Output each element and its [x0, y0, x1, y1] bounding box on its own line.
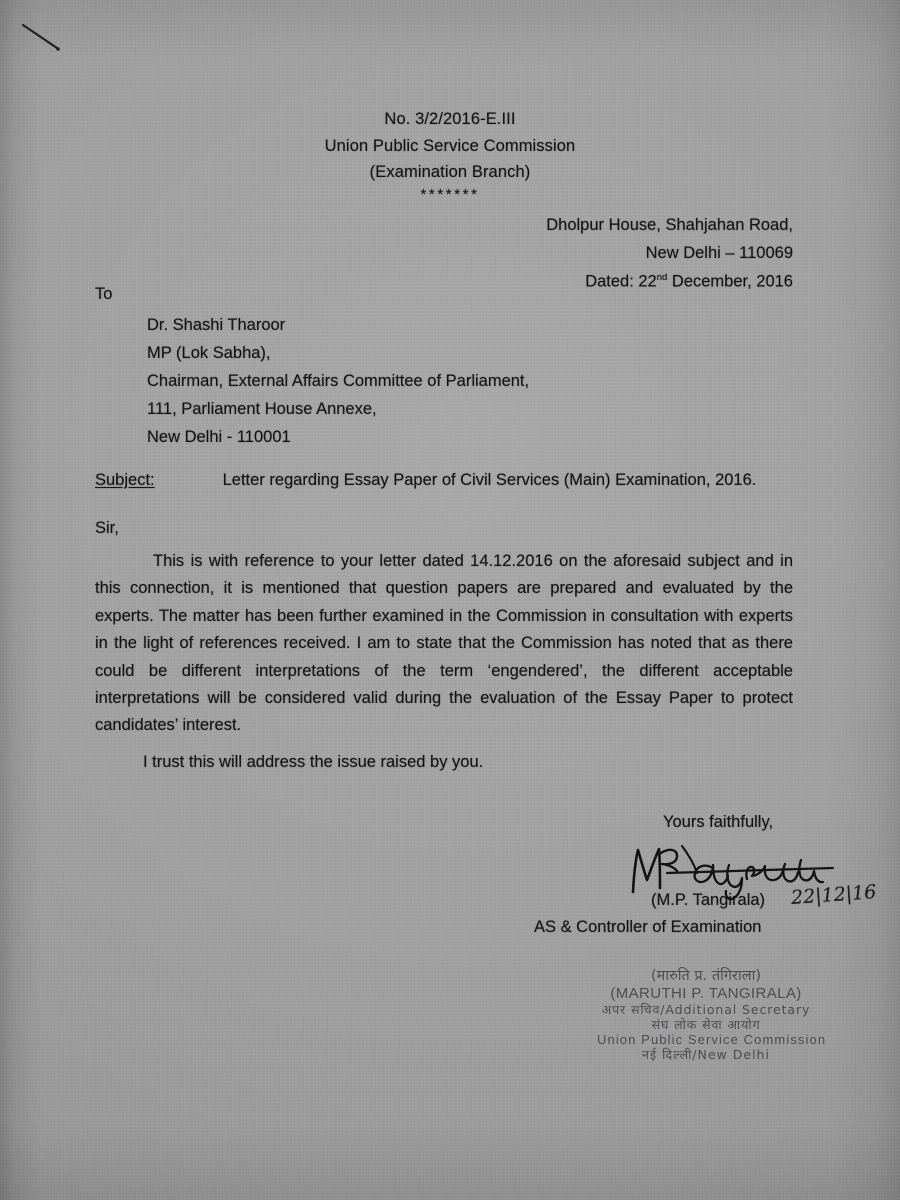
branch-name: (Examination Branch): [369, 163, 531, 181]
pen-stroke-mark: [20, 22, 80, 62]
recipient-line-2: MP (Lok Sabha),: [147, 344, 271, 362]
recipient-line-4: 111, Parliament House Annexe,: [147, 400, 377, 418]
subject-text: Letter regarding Essay Paper of Civil Services (Main) Examination, 2016.: [222, 471, 757, 489]
signatory-designation: AS & Controller of Examination: [534, 918, 762, 936]
subject-label: Subject:: [95, 471, 155, 489]
stamp-city: नई दिल्ली/New Delhi: [642, 1046, 770, 1062]
salutation: Sir,: [95, 519, 119, 537]
date-label: Dated: 22: [585, 272, 657, 291]
organisation-name: Union Public Service Commission: [324, 137, 576, 155]
official-rubber-stamp: [597, 968, 827, 1062]
recipient-line-3: Chairman, External Affairs Committee of Parliament,: [147, 372, 530, 390]
valediction: Yours faithfully,: [663, 813, 774, 831]
stamp-designation: अपर सचिव/Additional Secretary: [601, 1001, 811, 1017]
letter-date: [585, 272, 793, 292]
stamp-organisation-english: Union Public Service Commission: [597, 1032, 827, 1048]
handwritten-date: 22|12|16: [790, 881, 878, 909]
sender-address-line-2: New Delhi – 110069: [645, 244, 793, 262]
asterisk-separator: *******: [420, 186, 480, 203]
body-paragraph: This is with reference to your letter dated 14.12.2016 on the aforesaid subject and in this connection, it is mentioned that question papers are prepared and evaluated by the experts. The matter has been further examined in the Commission in consultation with experts in the light of references received. I am to state that the Commission has noted that as there could be different interpretations of the term ‘engendered’, the different acceptable interpretations will be considered valid during the evaluation of the Essay Paper to protect candidates’ interest.: [95, 552, 793, 735]
stamp-name-hindi: (मारुति प्र. तंगिराला): [651, 968, 761, 984]
sender-address-line-1: Dholpur House, Shahjahan Road,: [546, 216, 793, 234]
date-rest: December, 2016: [667, 272, 793, 291]
recipient-line-1: Dr. Shashi Tharoor: [147, 316, 286, 334]
to-label: To: [95, 285, 113, 303]
stamp-organisation-hindi: संघ लोक सेवा आयोग: [651, 1016, 761, 1032]
subject-row: [95, 471, 756, 490]
date-ordinal: nd: [656, 272, 668, 283]
signatory-name: (M.P. Tangirala): [651, 891, 766, 909]
reference-number: No. 3/2/2016-E.III: [384, 110, 516, 128]
closing-paragraph: I trust this will address the issue raised by you.: [143, 753, 484, 771]
stamp-name-english: (MARUTHI P. TANGIRALA): [610, 985, 802, 1003]
recipient-line-5: New Delhi - 110001: [147, 428, 291, 446]
